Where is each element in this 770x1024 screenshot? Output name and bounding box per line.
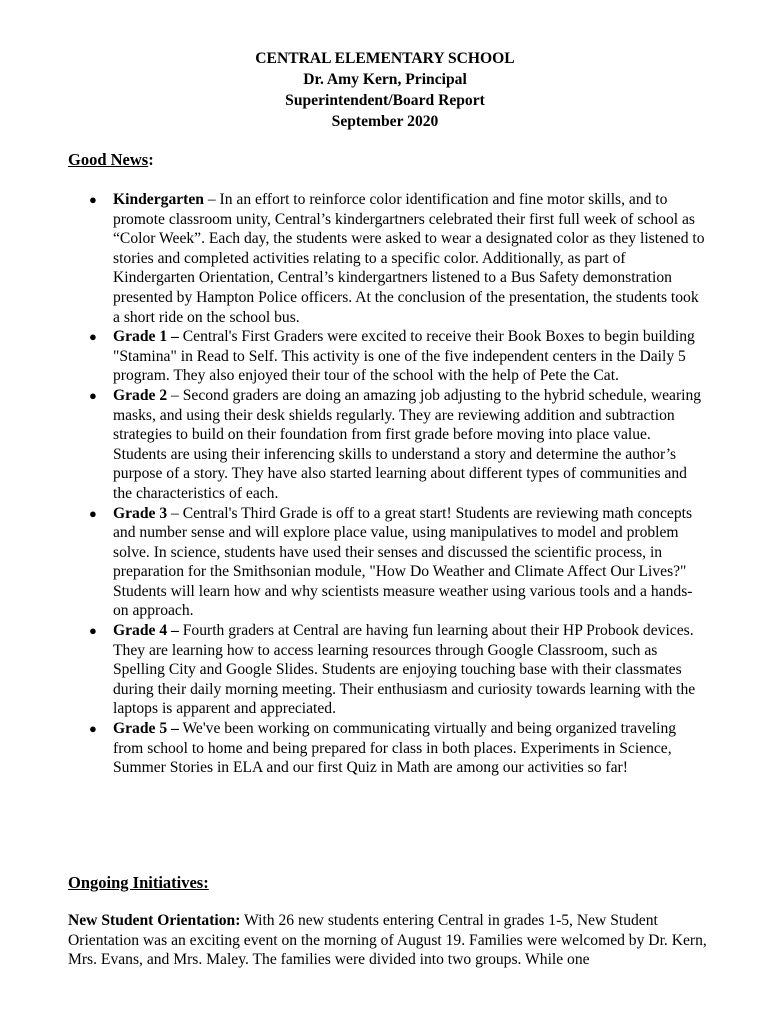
bullet-icon: ● — [89, 387, 97, 403]
ongoing-heading-text: Ongoing Initiatives: — [68, 873, 209, 892]
bullet-icon: ● — [89, 623, 97, 639]
item-text: – Second graders are doing an amazing job adjusting to the hybrid schedule, wearing masks, and using their desk shields regularly. They are reviewing addition and subtraction strategies to build on their foundation from first grade before moving into place value. Students are using their inferencing skills to understand a story and determine the author’s purpose of a story. They have also started learning about different types of communities and the characteristics of each. — [113, 386, 702, 502]
bullet-icon: ● — [89, 192, 97, 207]
report-title: Superintendent/Board Report — [285, 92, 485, 109]
bullet-icon: ● — [89, 505, 97, 521]
item-title: Grade 5 – — [113, 720, 179, 738]
good-news-heading-text: Good News — [68, 150, 149, 169]
item-text: We've been working on communicating virtually and being organized traveling from school to home and being prepared for class in both places. Experiments in Science, Summer Stories in ELA and our first Quiz in Math are among our activities so far! — [113, 720, 677, 777]
item-title: Grade 3 — [113, 504, 168, 522]
bullet-icon: ● — [89, 721, 97, 737]
list-item — [0, 621, 705, 719]
list-item — [0, 504, 705, 622]
school-name: CENTRAL ELEMENTARY SCHOOL — [255, 50, 515, 67]
bullet-icon: ● — [89, 329, 97, 345]
list-item — [0, 719, 705, 778]
list-item — [0, 386, 705, 504]
orientation-paragraph — [68, 911, 708, 970]
item-text: – In an effort to reinforce color identification and fine motor skills, and to promote classroom unity, Central’s kindergartners celebrated their first full week of school as “Color Week”. Each day, the students were asked to wear a designated color as they listened to stories and completed activities relating to a specific color. Additionally, as part of Kindergarten Orientation, Central’s kindergartners listened to a Bus Safety demonstration presented by Hampton Police officers. At the conclusion of the presentation, the students took a short ride on the school bus. — [113, 191, 705, 326]
good-news-list — [0, 190, 770, 778]
list-item — [0, 327, 705, 386]
ongoing-initiatives-heading — [68, 873, 209, 893]
orientation-title: New Student Orientation: — [68, 912, 241, 929]
report-date: September 2020 — [331, 113, 439, 130]
item-text: Central's First Graders were excited to receive their Book Boxes to begin building "Stamina" in Read to Self. This activity is one of the five independent centers in the Daily 5 program. They also enjoyed their tour of the school with the help of Pete the Cat. — [113, 328, 695, 385]
item-title: Grade 2 — [113, 386, 168, 404]
good-news-heading — [68, 150, 154, 170]
item-title: Grade 4 – — [113, 622, 179, 640]
orientation-text: With 26 new students entering Central in grades 1-5, New Student Orientation was an exciting event on the morning of August 19. Families were welcomed by Dr. Kern, Mrs. Evans, and Mrs. Maley. The families were divided into two groups. While one — [68, 912, 707, 969]
report-header — [0, 48, 770, 132]
item-title: Grade 1 – — [113, 328, 179, 346]
item-text: – Central's Third Grade is off to a great start! Students are reviewing math concepts and number sense and will explore place value, using manipulatives to model and problem solve. In science, students have used their senses and discussed the scientific process, in preparation for the Smithsonian module, "How Do Weather and Climate Affect Our Lives?" Students will learn how and why scientists measure weather using various tools and a hands-on approach. — [113, 504, 693, 620]
item-text: Fourth graders at Central are having fun learning about their HP Probook devices. They are learning how to access learning resources through Google Classroom, such as Spelling City and Google Slides. Students are enjoying touching base with their classmates during their daily morning meeting. Their enthusiasm and curiosity towards learning with the laptops is apparent and appreciated. — [113, 622, 696, 718]
list-item — [0, 190, 705, 327]
principal-name: Dr. Amy Kern, Principal — [303, 71, 467, 88]
good-news-heading-colon: : — [148, 150, 154, 169]
item-title: Kindergarten — [113, 191, 204, 208]
